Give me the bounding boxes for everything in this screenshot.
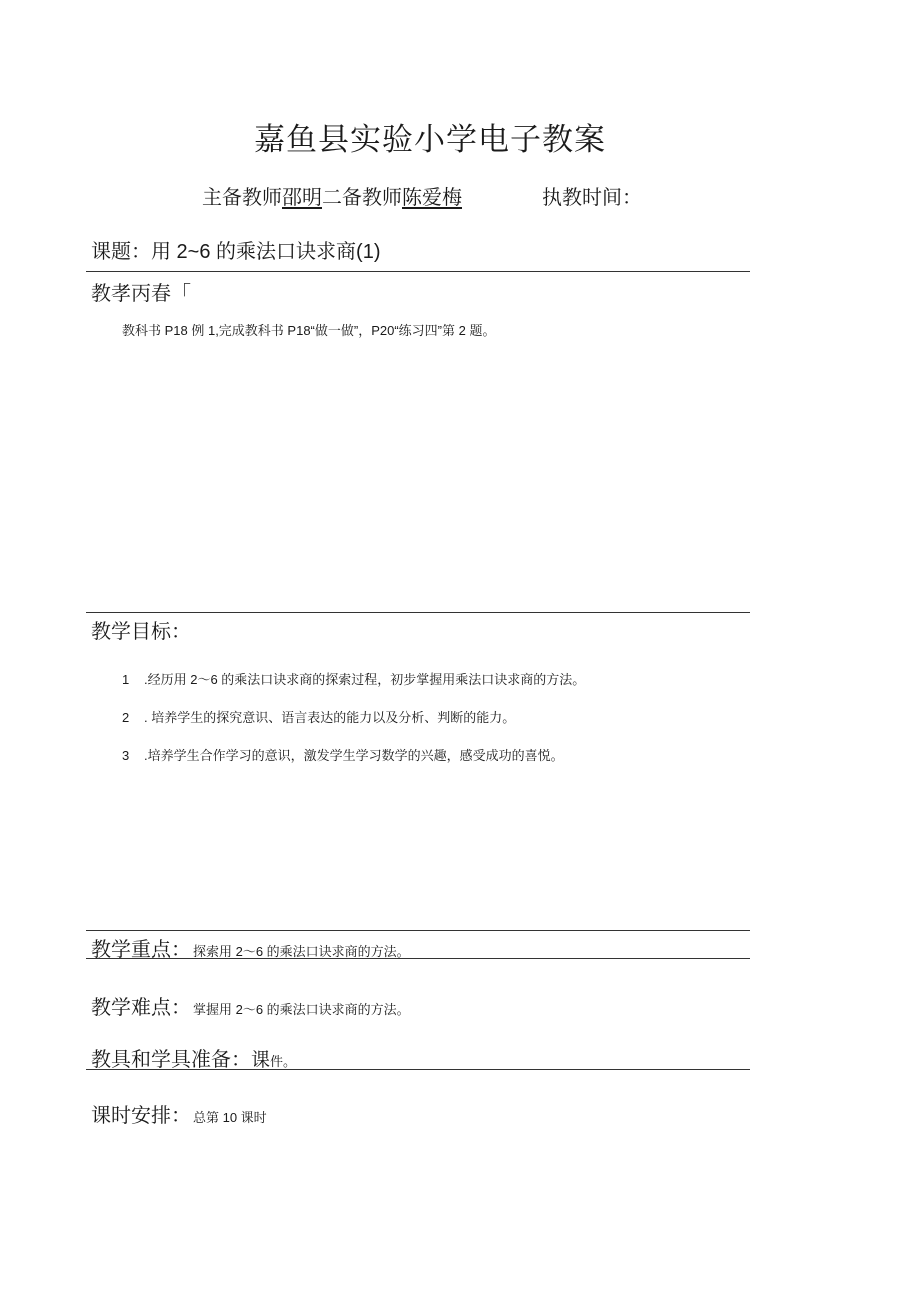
- topic-text: 用 2~6 的乘法口诀求商(1): [151, 241, 381, 263]
- goals-heading: 教学目标：: [91, 619, 191, 643]
- document-title: 嘉鱼县实验小学电子教案: [254, 122, 606, 158]
- materials-line: [91, 1043, 296, 1072]
- goal-number: 3: [122, 748, 130, 763]
- goal-text: . 培养学生的探究意识、语言表达的能力以及分析、判断的能力。: [144, 710, 516, 725]
- divider: [86, 612, 750, 613]
- divider: [86, 930, 750, 931]
- materials-label: 教具和学具准备：: [91, 1047, 251, 1071]
- schedule-line: [91, 1099, 267, 1128]
- schedule-text: 总第 10 课时: [193, 1110, 267, 1125]
- key-point-text: 探索用 2～6 的乘法口诀求商的方法。: [193, 944, 410, 959]
- materials-text-large: 课: [251, 1049, 271, 1071]
- topic-label: 课题：: [91, 239, 151, 263]
- goal-item: [122, 669, 585, 688]
- goal-number: 2: [122, 710, 130, 725]
- schedule-label: 课时安排：: [91, 1103, 191, 1127]
- difficulty-label: 教学难点：: [91, 995, 191, 1019]
- divider: [86, 271, 750, 272]
- divider: [86, 1069, 750, 1070]
- difficulty-line: [91, 991, 410, 1020]
- goal-item: [122, 707, 515, 726]
- teaching-time-label: 执教时间：: [542, 185, 642, 209]
- topic-line: [91, 235, 380, 264]
- key-point-label: 教学重点：: [91, 937, 191, 961]
- teacher-line: [202, 181, 642, 210]
- main-teacher-name: 邵明: [282, 185, 322, 209]
- goal-item: [122, 745, 564, 764]
- goal-number: 1: [122, 672, 130, 687]
- goal-text: .经历用 2～6 的乘法口诀求商的探索过程，初步掌握用乘法口诀求商的方法。: [144, 672, 586, 687]
- difficulty-text: 掌握用 2～6 的乘法口诀求商的方法。: [193, 1002, 410, 1017]
- goal-text: .培养学生合作学习的意识，激发学生学习数学的兴趣，感受成功的喜悦。: [144, 748, 564, 763]
- content-heading: 教孝丙春「: [91, 281, 191, 305]
- content-text: 教科书 P18 例 1,完成教科书 P18“做一做”，P20“练习四”第 2 题。: [122, 323, 496, 338]
- second-teacher-name: 陈爱梅: [402, 185, 462, 209]
- divider: [86, 958, 750, 959]
- main-teacher-label: 主备教师: [202, 185, 282, 209]
- materials-text-small: 件。: [270, 1054, 297, 1069]
- second-teacher-label: 二备教师: [322, 185, 402, 209]
